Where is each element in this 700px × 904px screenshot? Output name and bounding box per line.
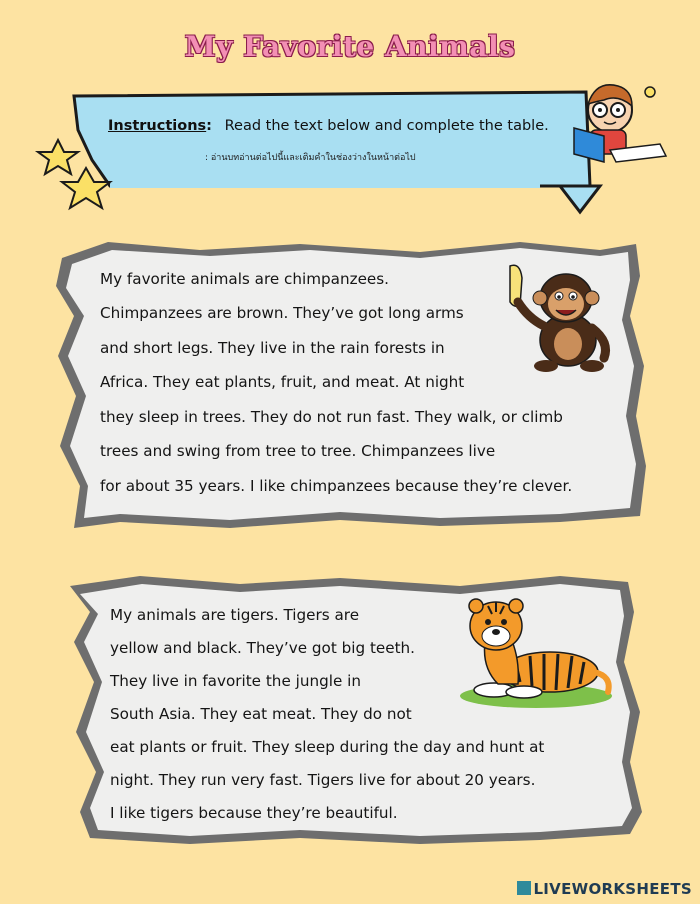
passage-line: and short legs. They live in the rain forests in: [100, 339, 445, 357]
instructions-subtext: : อ่านบทอ่านต่อไปนี้และเติมคำในช่องว่างในหน้าต่อไป: [205, 153, 416, 163]
passage-line: Africa. They eat plants, fruit, and meat. At night: [100, 373, 465, 391]
liveworksheets-logo[interactable]: [517, 880, 692, 898]
instructions-line: [108, 118, 549, 134]
instructions-colon: :: [206, 118, 212, 134]
passage-line: they sleep in trees. They do not run fast. They walk, or climb: [100, 408, 563, 426]
passage-line: for about 35 years. I like chimpanzees because they’re clever.: [100, 477, 573, 495]
passage-line: My favorite animals are chimpanzees.: [100, 270, 390, 288]
passage-line: Chimpanzees are brown. They’ve got long arms: [100, 304, 464, 322]
chimpanzee-icon: [500, 262, 620, 374]
passage-line: yellow and black. They’ve got big teeth.: [110, 639, 415, 657]
tiger-icon: [458, 592, 618, 712]
passage-line: eat plants or fruit. They sleep during the day and hunt at: [110, 738, 545, 756]
passage-line: My animals are tigers. Tigers are: [110, 606, 360, 624]
page-title: My Favorite Animals: [184, 30, 516, 63]
instructions-label: Instructions: [108, 118, 207, 134]
passage-line: night. They run very fast. Tigers live for about 20 years.: [110, 771, 536, 789]
passage-line: South Asia. They eat meat. They do not: [110, 705, 412, 723]
passage-line: I like tigers because they’re beautiful.: [110, 804, 398, 822]
star-icon: [38, 140, 78, 174]
passage-line: trees and swing from tree to tree. Chimpanzees live: [100, 442, 496, 460]
instructions-text: Read the text below and complete the table.: [224, 118, 549, 134]
instructions-banner: [0, 70, 700, 220]
brand-mark-icon: [517, 881, 531, 895]
brand-text: LIVEWORKSHEETS: [533, 880, 692, 898]
passage-line: They live in favorite the jungle in: [110, 672, 361, 690]
